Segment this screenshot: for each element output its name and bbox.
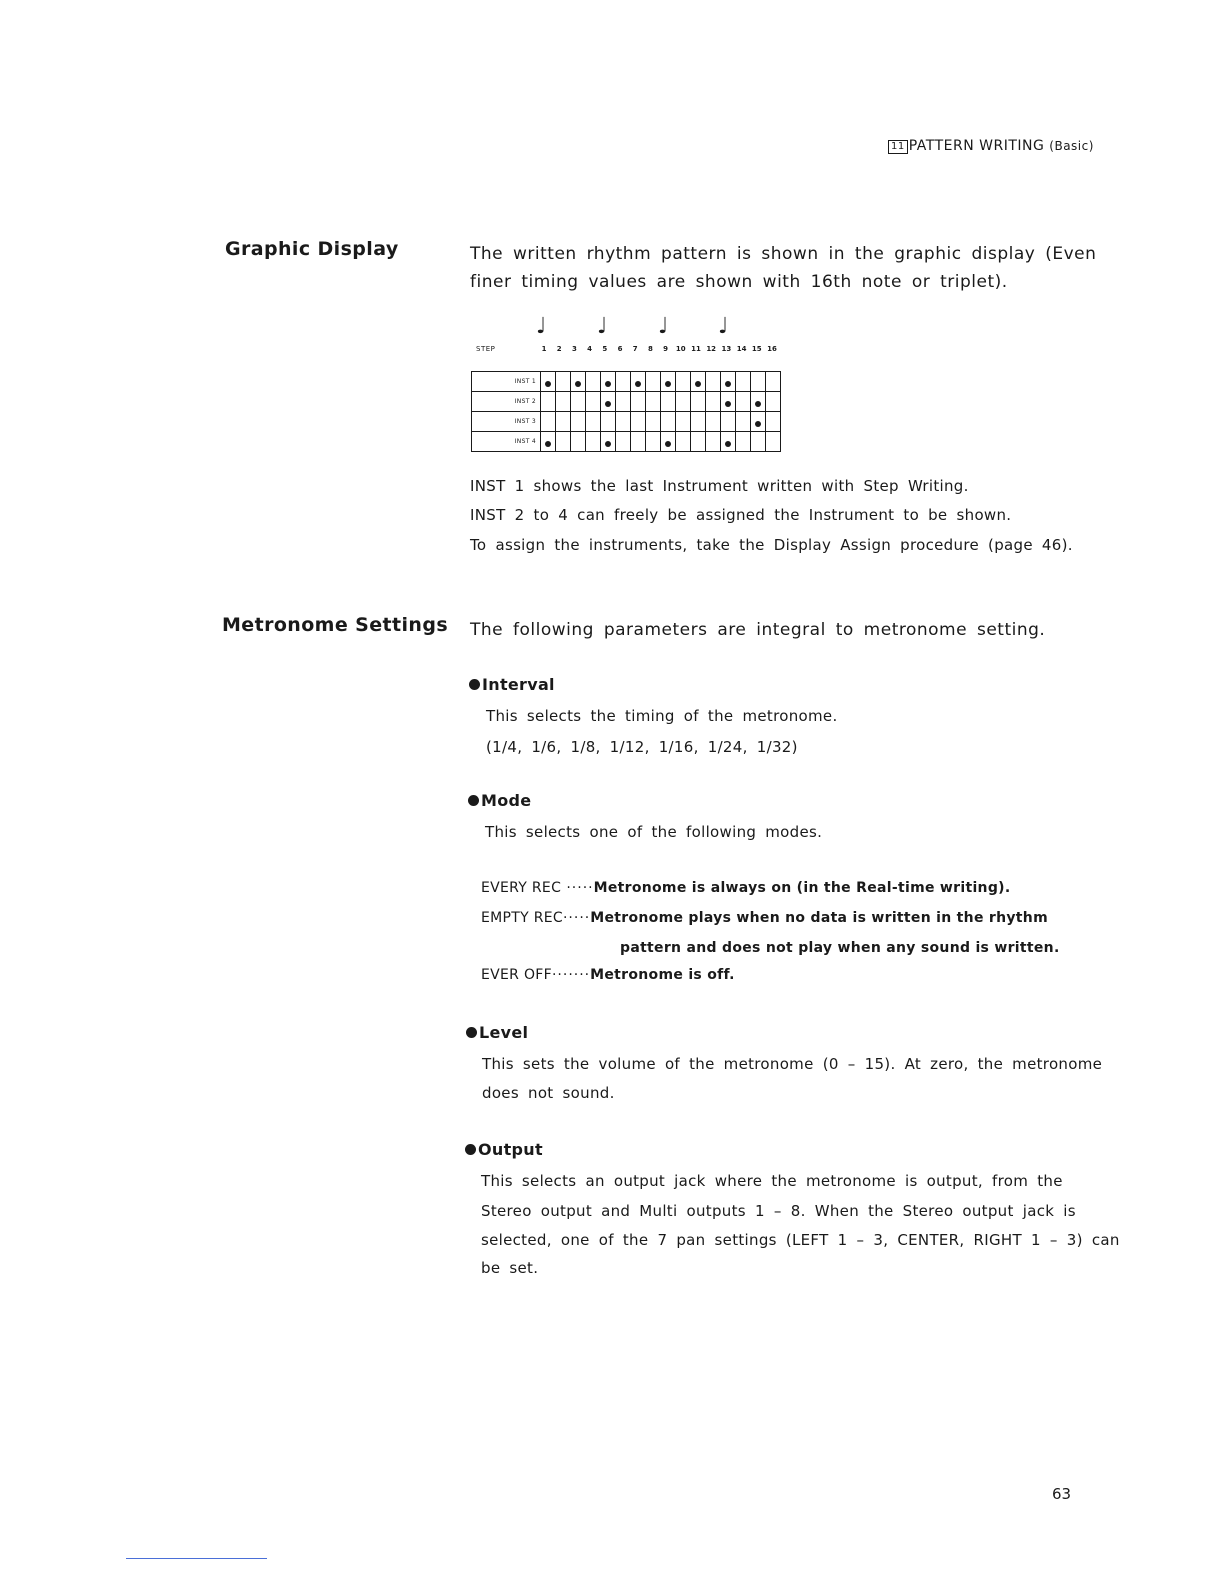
grid-cell	[766, 412, 781, 432]
grid-row	[472, 372, 781, 392]
note-dot	[575, 381, 581, 387]
grid-cell	[676, 432, 691, 452]
grid-cell	[766, 432, 781, 452]
note-dot	[725, 401, 731, 407]
mode-every-rec	[481, 880, 1010, 896]
mode-every-rec-desc: Metronome is always on (in the Real-time writing).	[593, 880, 1011, 896]
output-line3: selected, one of the 7 pan settings (LEFT 1 – 3, CENTER, RIGHT 1 – 3) can	[481, 1231, 1120, 1249]
grid-cell	[601, 392, 616, 412]
bullet-icon	[466, 1027, 477, 1038]
grid-cell	[616, 432, 631, 452]
step-number: 5	[602, 345, 608, 353]
grid-cell	[646, 432, 661, 452]
note-dot	[545, 441, 551, 447]
step-number: 2	[556, 345, 562, 353]
grid-cell	[571, 392, 586, 412]
grid-cell	[586, 392, 601, 412]
grid-cell	[541, 412, 556, 432]
interval-line2: (1/4, 1/6, 1/8, 1/12, 1/16, 1/24, 1/32)	[486, 738, 798, 756]
grid-cell	[571, 432, 586, 452]
step-number: 11	[691, 345, 701, 353]
grid-cell	[736, 392, 751, 412]
step-number: 14	[736, 345, 747, 353]
page-header	[888, 138, 1094, 154]
grid-cell	[736, 412, 751, 432]
output-line1: This selects an output jack where the metronome is output, from the	[481, 1172, 1063, 1190]
grid-cell	[616, 412, 631, 432]
graphic-display-intro-line2: finer timing values are shown with 16th note or triplet).	[470, 272, 1008, 292]
mode-ever-off-desc: Metronome is off.	[590, 967, 735, 983]
step-number: 13	[721, 345, 732, 353]
grid-cell	[736, 372, 751, 392]
grid-cell	[706, 392, 721, 412]
output-title: Output	[478, 1140, 543, 1159]
quarter-note-icon: ♩	[536, 314, 547, 339]
grid-cell	[751, 392, 766, 412]
rhythm-pattern-grid	[471, 371, 781, 452]
grid-row	[472, 432, 781, 452]
note-dot	[545, 381, 551, 387]
grid-cell	[631, 372, 646, 392]
grid-cell	[586, 412, 601, 432]
instrument-label: INST 3	[472, 412, 541, 432]
note-dot	[695, 381, 701, 387]
grid-cell	[556, 372, 571, 392]
mode-heading	[468, 791, 531, 810]
grid-cell	[721, 372, 736, 392]
step-number: 10	[675, 345, 686, 353]
inst-note-1: INST 1 shows the last Instrument written with Step Writing.	[470, 477, 969, 495]
note-dot	[665, 381, 671, 387]
note-dot	[635, 381, 641, 387]
grid-cell	[736, 432, 751, 452]
grid-cell	[676, 412, 691, 432]
step-number: 3	[571, 345, 577, 353]
mode-empty-rec-term: EMPTY REC	[481, 910, 563, 926]
level-title: Level	[479, 1023, 529, 1042]
step-number: 12	[706, 345, 717, 353]
leader-dots: ·····	[562, 910, 591, 926]
grid-cell	[586, 372, 601, 392]
inst-note-3: To assign the instruments, take the Display Assign procedure (page 46).	[470, 536, 1073, 554]
grid-cell	[631, 432, 646, 452]
page-number: 63	[1052, 1485, 1072, 1503]
mode-empty-rec	[481, 910, 1048, 926]
mode-every-rec-term: EVERY REC	[481, 880, 562, 896]
grid-cell	[541, 432, 556, 452]
section-heading-metronome-settings: Metronome Settings	[222, 614, 449, 636]
mode-line1: This selects one of the following modes.	[485, 823, 823, 841]
grid-cell	[661, 372, 676, 392]
grid-cell	[631, 412, 646, 432]
grid-cell	[691, 412, 706, 432]
grid-cell	[541, 372, 556, 392]
level-line1: This sets the volume of the metronome (0 – 15). At zero, the metronome	[482, 1055, 1103, 1073]
grid-cell	[751, 412, 766, 432]
grid-cell	[691, 432, 706, 452]
grid-cell	[661, 392, 676, 412]
quarter-note-icon: ♩	[658, 314, 669, 339]
note-dot	[665, 441, 671, 447]
note-dot	[605, 401, 611, 407]
grid-cell	[631, 392, 646, 412]
grid-cell	[721, 412, 736, 432]
grid-cell	[601, 372, 616, 392]
grid-cell	[646, 412, 661, 432]
mode-title: Mode	[481, 791, 532, 810]
step-number: 4	[587, 345, 593, 353]
quarter-note-icon: ♩	[597, 314, 608, 339]
step-label: STEP	[476, 345, 496, 353]
decorative-underline	[126, 1558, 267, 1559]
chapter-number-box: 11	[888, 140, 908, 154]
grid-cell	[556, 432, 571, 452]
chapter-subtitle: (Basic)	[1049, 139, 1094, 153]
grid-row	[472, 392, 781, 412]
level-heading	[466, 1023, 528, 1042]
grid-cell	[601, 412, 616, 432]
grid-cell	[706, 372, 721, 392]
grid-cell	[676, 392, 691, 412]
mode-empty-rec-desc2: pattern and does not play when any sound is written.	[620, 940, 1060, 956]
section-heading-graphic-display: Graphic Display	[225, 238, 399, 260]
step-number: 6	[617, 345, 623, 353]
mode-empty-rec-desc1: Metronome plays when no data is written in the rhythm	[590, 910, 1048, 926]
step-number: 16	[767, 345, 777, 353]
grid-cell	[766, 392, 781, 412]
grid-cell	[646, 372, 661, 392]
interval-line1: This selects the timing of the metronome.	[486, 707, 838, 725]
step-number: 1	[541, 345, 547, 353]
interval-title: Interval	[482, 675, 555, 694]
instrument-label: INST 1	[472, 372, 541, 392]
quarter-note-row	[532, 316, 742, 342]
step-number: 8	[647, 345, 653, 353]
leader-dots: ·····	[566, 880, 594, 896]
metronome-intro: The following parameters are integral to metronome setting.	[470, 620, 1046, 640]
grid-cell	[556, 392, 571, 412]
output-line2: Stereo output and Multi outputs 1 – 8. When the Stereo output jack is	[481, 1202, 1076, 1220]
grid-cell	[661, 412, 676, 432]
grid-cell	[571, 412, 586, 432]
chapter-title: PATTERN WRITING	[908, 138, 1045, 154]
instrument-label: INST 4	[472, 432, 541, 452]
inst-note-2: INST 2 to 4 can freely be assigned the Instrument to be shown.	[470, 506, 1012, 524]
quarter-note-icon: ♩	[718, 314, 729, 339]
bullet-icon	[468, 795, 479, 806]
grid-cell	[616, 372, 631, 392]
leader-dots: ·······	[551, 967, 591, 983]
grid-cell	[586, 432, 601, 452]
graphic-display-intro-line1: The written rhythm pattern is shown in the graphic display (Even	[470, 244, 1097, 264]
grid-cell	[571, 372, 586, 392]
grid-cell	[721, 392, 736, 412]
grid-cell	[541, 392, 556, 412]
bullet-icon	[469, 679, 480, 690]
grid-cell	[646, 392, 661, 412]
grid-cell	[721, 432, 736, 452]
bullet-icon	[465, 1144, 476, 1155]
note-dot	[605, 381, 611, 387]
grid-cell	[601, 432, 616, 452]
grid-cell	[691, 372, 706, 392]
step-number: 9	[663, 345, 669, 353]
instrument-label: INST 2	[472, 392, 541, 412]
level-line2: does not sound.	[482, 1084, 615, 1102]
grid-cell	[751, 372, 766, 392]
note-dot	[725, 381, 731, 387]
note-dot	[725, 441, 731, 447]
grid-cell	[766, 372, 781, 392]
grid-cell	[676, 372, 691, 392]
grid-cell	[556, 412, 571, 432]
grid-cell	[706, 412, 721, 432]
grid-row	[472, 412, 781, 432]
grid-cell	[691, 392, 706, 412]
output-line4: be set.	[481, 1259, 539, 1277]
step-number: 7	[632, 345, 638, 353]
interval-heading	[469, 675, 555, 694]
note-dot	[755, 421, 761, 427]
step-numbers-row	[541, 345, 781, 357]
note-dot	[755, 401, 761, 407]
grid-cell	[661, 432, 676, 452]
grid-cell	[616, 392, 631, 412]
mode-ever-off-term: EVER OFF	[481, 967, 552, 983]
output-heading	[465, 1140, 543, 1159]
note-dot	[605, 441, 611, 447]
grid-cell	[751, 432, 766, 452]
mode-ever-off	[481, 967, 735, 983]
grid-cell	[706, 432, 721, 452]
step-number: 15	[751, 345, 762, 353]
